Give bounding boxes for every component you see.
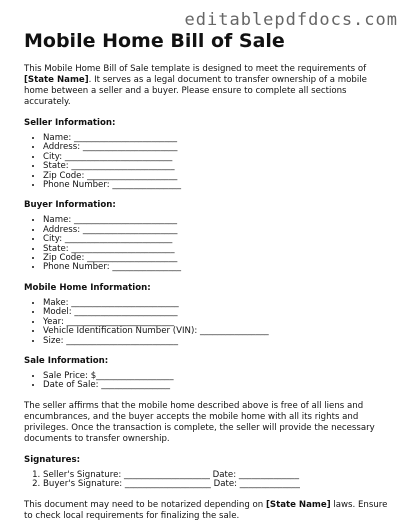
intro-state-name: [State Name]: [24, 75, 89, 85]
buyer-name-field[interactable]: • Name: ________________________: [43, 216, 394, 225]
seller-name-field[interactable]: • Name: ________________________: [43, 134, 394, 143]
seller-state-field[interactable]: • State: ________________________: [43, 162, 394, 171]
closing-text-start: This document may need to be notarized depending on: [24, 499, 266, 510]
seller-zip-field[interactable]: • Zip Code: _____________________: [43, 172, 394, 181]
buyer-state-field[interactable]: • State: ________________________: [43, 245, 394, 254]
intro-paragraph: [24, 64, 394, 108]
home-make-field[interactable]: • Make: _________________________: [43, 299, 394, 308]
closing-text-end: laws. Ensure to check local requirements for finalizing the sale.: [24, 499, 388, 521]
buyer-phone-field[interactable]: • Phone Number: ________________: [43, 263, 394, 272]
intro-text-start: This Mobile Home Bill of Sale template is designed to meet the requirements of: [24, 64, 367, 74]
closing-state-name: [State Name]: [265, 499, 331, 510]
seller-signature-field[interactable]: 1. Seller's Signature: ____________________ Date: ______________: [43, 471, 394, 480]
seller-heading: Seller Information:: [24, 118, 116, 128]
document-body: [24, 30, 394, 522]
home-vin-field[interactable]: • Vehicle Identification Number (VIN): ________________: [43, 327, 394, 336]
document-title: Mobile Home Bill of Sale: [24, 30, 285, 52]
buyer-heading: Buyer Information:: [24, 200, 116, 211]
home-size-field[interactable]: • Size: __________________________: [43, 337, 394, 346]
intro-text-end: . It serves as a legal document to transfer ownership of a mobile home between a seller and a buyer. Please ensure to complete all sections accurately.: [24, 75, 367, 107]
home-heading: Mobile Home Information:: [24, 282, 151, 293]
home-list: [24, 299, 394, 346]
home-year-field[interactable]: • Year: _________________________: [43, 318, 394, 327]
signatures-list: [24, 471, 394, 490]
site-watermark: editablepdfdocs.com: [184, 10, 398, 30]
sale-list: [24, 372, 394, 391]
buyer-signature-field[interactable]: 2. Buyer's Signature: ____________________ Date: ______________: [43, 480, 394, 489]
home-model-field[interactable]: • Model: ________________________: [43, 308, 394, 317]
buyer-address-field[interactable]: • Address: ______________________: [43, 226, 394, 235]
seller-address-field[interactable]: • Address: ______________________: [43, 143, 394, 152]
sale-date-field[interactable]: • Date of Sale: ________________: [43, 381, 394, 390]
affirmation-paragraph: The seller affirms that the mobile home described above is free of all liens and encumbrances, and the buyer accepts the mobile home with all its rights and privileges. Once the transaction is complete, the seller will provide the necessary documents to transfer ownership.: [24, 400, 375, 444]
sale-price-field[interactable]: • Sale Price: $__________________: [43, 372, 394, 381]
seller-phone-field[interactable]: • Phone Number: ________________: [43, 181, 394, 190]
buyer-city-field[interactable]: • City: _________________________: [43, 235, 394, 244]
sale-heading: Sale Information:: [24, 355, 109, 366]
buyer-list: [24, 216, 394, 272]
seller-list: [24, 134, 394, 190]
closing-paragraph: [24, 500, 394, 522]
signatures-heading: Signatures:: [24, 454, 81, 465]
buyer-zip-field[interactable]: • Zip Code: _____________________: [43, 254, 394, 263]
seller-city-field[interactable]: • City: _________________________: [43, 153, 394, 162]
